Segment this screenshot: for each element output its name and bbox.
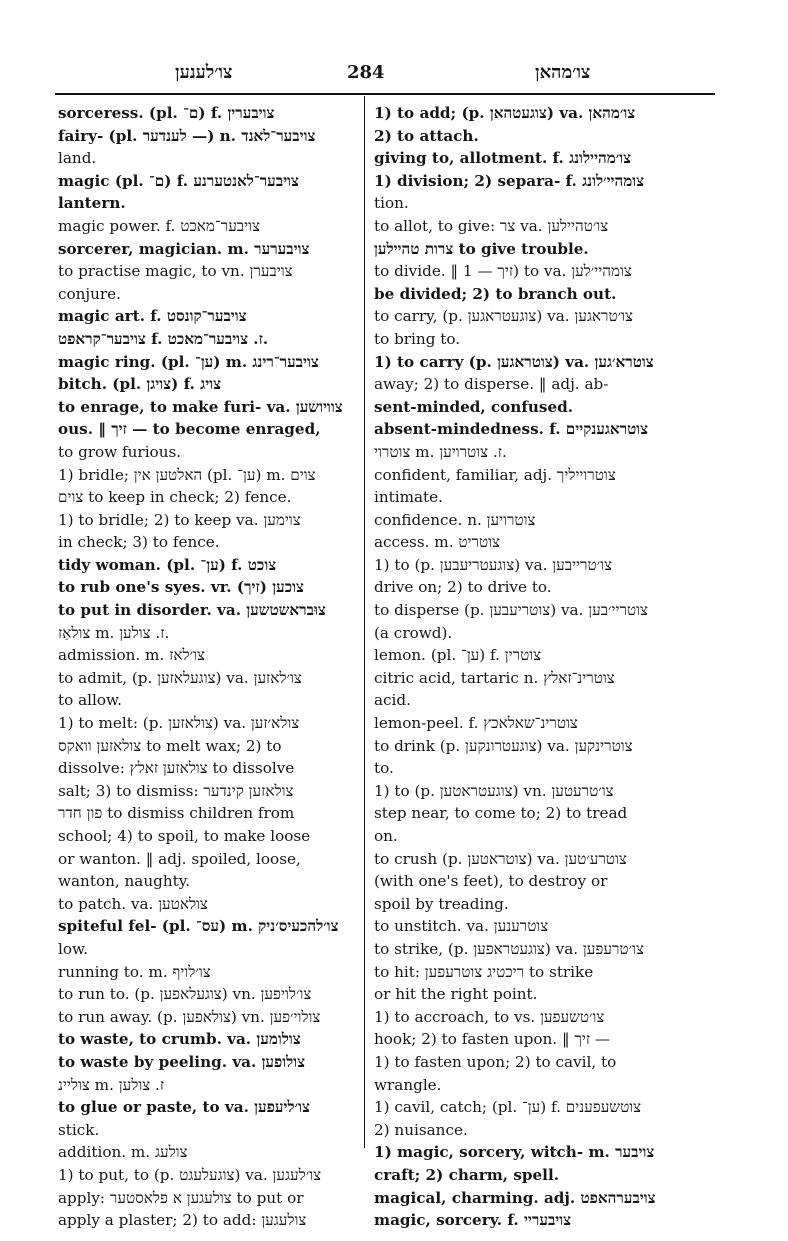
dictionary-entry-line: to hit: ריכטיג צוטרעפען to strike <box>374 962 594 981</box>
dictionary-entry-line: wrangle. <box>374 1075 442 1094</box>
dictionary-entry-line: low. <box>58 939 89 958</box>
dictionary-entry-line: sent-minded, confused. <box>374 397 574 416</box>
dictionary-entry-line: salt; 3) to dismiss: צולאזען קינדער <box>58 781 294 800</box>
dictionary-entry-line: bitch. (pl. צויגן) f. צויג <box>58 375 222 394</box>
dictionary-entry-line: to carry, (p. צוגעטראגען) va. צו׳טראגען <box>374 307 633 326</box>
dictionary-entry-line: 1) to fasten upon; 2) to cavil, to <box>374 1052 617 1071</box>
dictionary-entry-line: giving to, allotment. f. צו׳מהיילונג <box>374 149 632 168</box>
dictionary-entry-line: spiteful fel- (pl. עס־) m. צו׳להכעיס׳ניק <box>58 917 339 936</box>
dictionary-entry-line: running to. m. צו׳לויף <box>58 962 211 981</box>
dictionary-entry-line: 1) to accroach, to vs. צו׳טשעפען <box>374 1007 605 1026</box>
dictionary-entry-line: apply a plaster; 2) to add: צולעגען <box>58 1211 307 1230</box>
dictionary-entry-line: צוים to keep in check; 2) fence. <box>58 488 292 507</box>
dictionary-entry-line: addition. m. צולעג <box>58 1143 188 1162</box>
column-divider <box>364 96 365 1148</box>
dictionary-entry-line: magic (pl. ם־) f. צויבער־לאנטערנע <box>58 171 299 190</box>
dictionary-entry-line: magical, charming. adj. צויבערהאפט <box>374 1188 656 1207</box>
dictionary-entry-line: step near, to come to; 2) to tread <box>374 804 628 823</box>
page-mark <box>545 1150 575 1151</box>
dictionary-entry-line: to divide. ‖ זיך — 1) to va. צומהיי׳לען <box>374 262 632 281</box>
dictionary-entry-line: 1) to carry (p. צוטראגען) va. צוטרא׳גען <box>374 352 654 371</box>
dictionary-entry-line: ous. ‖ זיך — to become enraged, <box>58 420 321 439</box>
dictionary-entry-line: hook; 2) to fasten upon. ‖ זיך — <box>374 1030 611 1049</box>
dictionary-entry-line: confident, familiar, adj. צוטרוייליך <box>374 465 616 484</box>
dictionary-entry-line: 1) to add; (p. צוגעטהאן) va. צו׳מהאן <box>374 104 636 122</box>
header-guide-word-left: צו׳לענען <box>175 62 233 83</box>
dictionary-entry-line: land. <box>58 149 97 168</box>
dictionary-entry-line: to strike, (p. צוגעטראפען) va. צו׳טרעפען <box>374 939 644 958</box>
dictionary-entry-line: be divided; 2) to branch out. <box>374 284 617 303</box>
dictionary-entry-line: 1) to bridle; 2) to keep va. צוימען <box>58 510 301 529</box>
left-column <box>58 102 358 1232</box>
dictionary-entry-line: צוליינ m. ז. צולען <box>58 1075 165 1094</box>
dictionary-entry-line: to patch. va. צולאטען <box>58 894 208 913</box>
dictionary-entry-line: drive on; 2) to drive to. <box>374 578 552 597</box>
dictionary-entry-line: צולאַז m. ז. צולען. <box>58 623 170 642</box>
dictionary-entry-line: to run away. (p. צולאפען) vn. צולוי׳פען <box>58 1007 321 1026</box>
dictionary-entry-line: 1) bridle; האלטען אין (pl. ען־) m. צוים <box>58 465 316 484</box>
dictionary-entry-line: to put in disorder. va. צוּבראשטשען <box>58 601 326 620</box>
dictionary-entry-line: צויבער־קראפט f. ז. צויבער־מאכט. <box>58 329 269 348</box>
dictionary-entry-line: on. <box>374 827 398 845</box>
dictionary-entry-line: fairy- (pl. לענדער —) n. צויבער־לאנד <box>58 126 316 145</box>
right-column <box>374 102 674 1232</box>
dictionary-entry-line: to waste, to crumb. va. צולומען <box>58 1030 301 1049</box>
dictionary-entry-line: access. m. צוטריט <box>374 533 500 552</box>
dictionary-entry-line: to crush (p. צוטראטען) va. צוטרע׳טען <box>374 849 627 868</box>
dictionary-entry-line: admission. m. צו׳לאז <box>58 646 205 665</box>
dictionary-entry-line: 1) magic, sorcery, witch- m. צויבער <box>374 1143 655 1162</box>
header-rule <box>55 93 715 95</box>
dictionary-entry-line: 2) to attach. <box>374 126 479 145</box>
dictionary-entry-line: school; 4) to spoil, to make loose <box>58 827 311 845</box>
dictionary-entry-line: confidence. n. צוטרויען <box>374 510 536 529</box>
dictionary-entry-line: tion. <box>374 194 409 213</box>
dictionary-entry-line: magic art. f. צויבער־קונסט <box>58 307 247 326</box>
dictionary-entry-line: 1) to melt: (p. צולאזען) va. צולא׳זען <box>58 714 300 733</box>
dictionary-entry-line: or hit the right point. <box>374 985 538 1004</box>
page-number: 284 <box>347 62 385 83</box>
dictionary-entry-line: acid. <box>374 691 411 710</box>
dictionary-entry-line: craft; 2) charm, spell. <box>374 1165 560 1184</box>
dictionary-entry-line: צרות טהיילען to give trouble. <box>374 239 589 258</box>
dictionary-entry-line: lemon-peel. f. צוטרינ־שאלאכץ <box>374 714 578 733</box>
dictionary-entry-line: 2) nuisance. <box>374 1120 468 1139</box>
dictionary-entry-line: conjure. <box>58 284 121 303</box>
dictionary-entry-line: to allow. <box>58 691 123 710</box>
dictionary-entry-line: absent-mindedness. f. צוטראגענקיים <box>374 420 649 439</box>
dictionary-entry-line: spoil by treading. <box>374 894 509 913</box>
dictionary-entry-line: צולאזען וואקס to melt wax; 2) to <box>58 736 282 755</box>
dictionary-entry-line: to glue or paste, to va. צו׳ליעפען <box>58 1098 310 1117</box>
dictionary-entry-line: intimate. <box>374 488 443 507</box>
dictionary-entry-line: wanton, naughty. <box>58 872 191 891</box>
dictionary-entry-line: magic power. f. צויבער־מאכט <box>58 216 260 235</box>
dictionary-entry-line: (a crowd). <box>374 623 453 642</box>
dictionary-entry-line: to disperse (p. צוטריעבען) va. צוטריי׳בען <box>374 601 648 620</box>
dictionary-entry-line: away; 2) to disperse. ‖ adj. ab- <box>374 375 609 394</box>
dictionary-entry-line: to unstitch. va. צוטרענען <box>374 917 549 936</box>
dictionary-entry-line: magic, sorcery. f. צויבעריי <box>374 1211 572 1230</box>
dictionary-entry-line: lantern. <box>58 194 126 213</box>
page-header <box>55 62 715 88</box>
dictionary-entry-line: sorcerer, magician. m. צויבערער <box>58 239 310 258</box>
dictionary-entry-line: 1) to (p. צוגעטריעבען) va. צו׳טרייבען <box>374 555 613 574</box>
dictionary-entry-line: to bring to. <box>374 329 461 348</box>
dictionary-entry-line: to grow furious. <box>58 442 182 461</box>
dictionary-entry-line: to rub one's syes. vr. (זיך) צוכען <box>58 578 304 597</box>
dictionary-entry-line: lemon. (pl. ען־) f. צוטרין <box>374 646 542 665</box>
dictionary-entry-line: tidy woman. (pl. ען־) f. צוכט <box>58 555 277 574</box>
dictionary-entry-line: to practise magic, to vn. צויבערן <box>58 262 293 281</box>
dictionary-entry-line: 1) to put, to (p. צוגעלעגט) va. צו׳לעגען <box>58 1165 322 1184</box>
dictionary-entry-line: to. <box>374 759 394 778</box>
dictionary-entry-line: or wanton. ‖ adj. spoiled, loose, <box>58 849 301 868</box>
dictionary-entry-line: to run to. (p. צוגעלאפען) vn. צו׳לויפען <box>58 985 312 1004</box>
dictionary-entry-line: apply: צולעגען א פלאסטער to put or <box>58 1188 304 1207</box>
dictionary-entry-line: magic ring. (pl. ען־) m. צויבער־רינג <box>58 352 319 371</box>
dictionary-entry-line: stick. <box>58 1120 100 1139</box>
dictionary-entry-line: 1) cavil, catch; (pl. ען־) f. צוטשעפענים <box>374 1098 642 1117</box>
dictionary-entry-line: פון חדר to dismiss children from <box>58 804 295 823</box>
dictionary-entry-line: to admit, (p. צוגעלאזען) va. צו׳לאזען <box>58 668 302 687</box>
dictionary-entry-line: to allot, to give: צר va. צו׳טהיילען <box>374 216 609 235</box>
dictionary-entry-line: in check; 3) to fence. <box>58 533 220 552</box>
header-guide-word-right: צו׳מהאן <box>535 62 591 83</box>
dictionary-entry-line: citric acid, tartaric n. צוטרינ־זאלץ <box>374 668 615 687</box>
dictionary-entry-line: צוטרוי m. ז. צוטרויען. <box>374 442 507 461</box>
dictionary-entry-line: (with one's feet), to destroy or <box>374 872 608 891</box>
dictionary-entry-line: to waste by peeling. va. צולופען <box>58 1052 306 1071</box>
dictionary-entry-line: to enrage, to make furi- va. צוויושען <box>58 397 343 416</box>
dictionary-entry-line: to drink (p. צוגעטרונקען) va. צוטרינקען <box>374 736 633 755</box>
dictionary-entry-line: 1) division; 2) separa- f. צומהיי׳לונג <box>374 171 645 190</box>
dictionary-entry-line: sorceress. (pl. ם־) f. צויבערין <box>58 104 275 122</box>
dictionary-entry-line: dissolve: צולאזען זאלץ to dissolve <box>58 759 295 778</box>
dictionary-entry-line: 1) to (p. צוגעטראטען) vn. צו׳טרעטען <box>374 781 614 800</box>
